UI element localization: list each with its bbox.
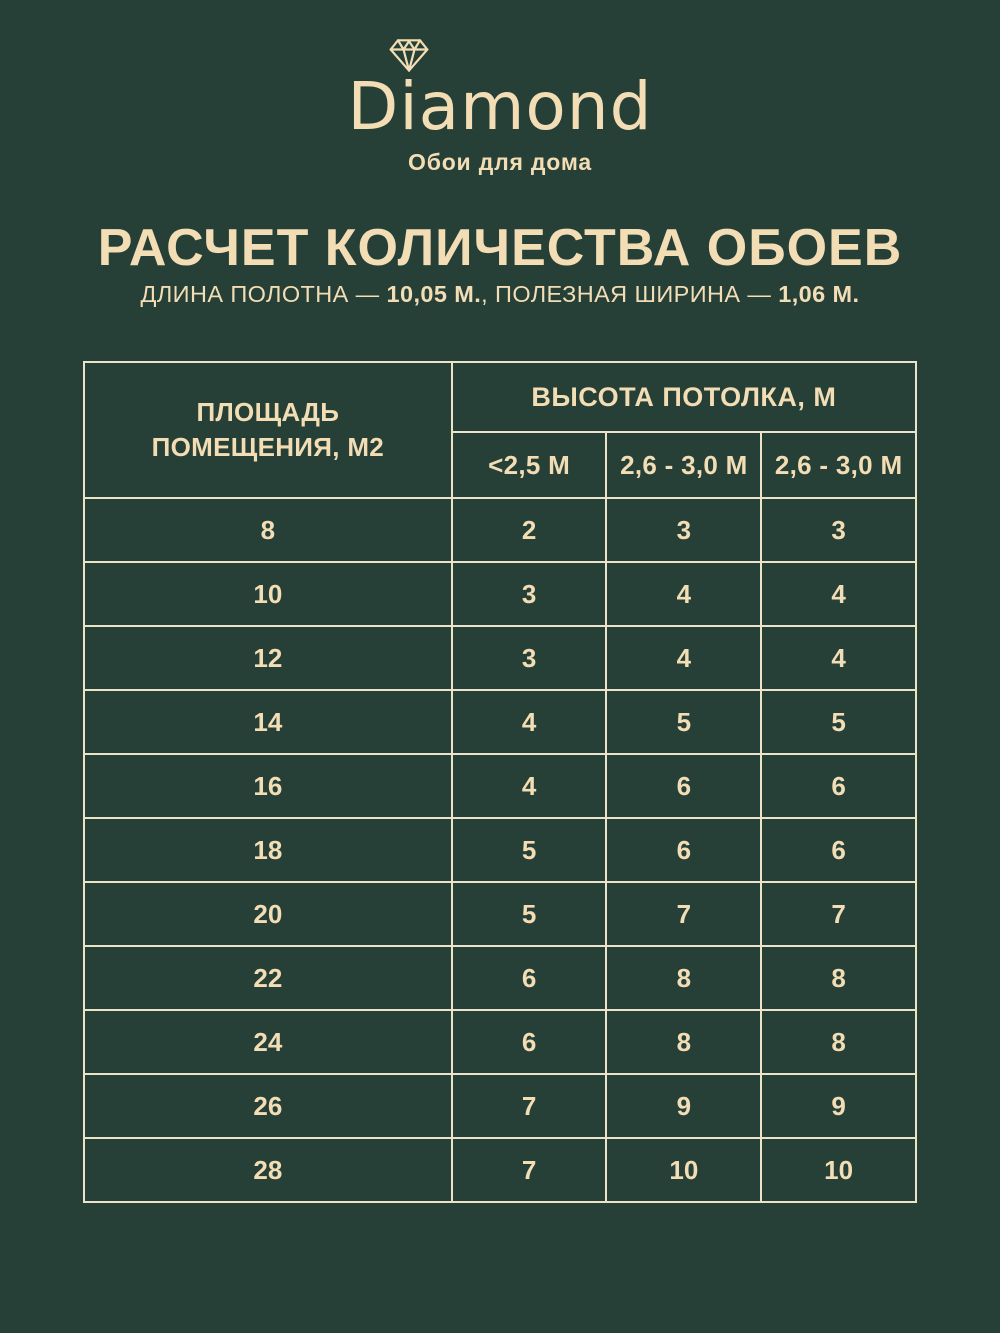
subtitle-roll-length-value: 10,05 М. <box>386 281 482 307</box>
room-area-cell: 18 <box>84 818 452 882</box>
wallpaper-calculation-table <box>83 361 917 1203</box>
brand-tagline: Обои для дома <box>408 149 592 175</box>
column-header-height-3: 2,6 - 3,0 М <box>761 432 916 498</box>
table-row <box>84 754 916 818</box>
calculation-table-wrap <box>83 361 917 1203</box>
table-row <box>84 818 916 882</box>
column-header-ceiling-height: ВЫСОТА ПОТОЛКА, М <box>452 362 916 432</box>
column-header-room-area <box>84 362 452 498</box>
table-row <box>84 626 916 690</box>
room-area-header-line1: ПЛОЩАДЬ <box>196 396 340 427</box>
rolls-count-cell: 10 <box>761 1138 916 1202</box>
rolls-count-cell: 8 <box>606 1010 761 1074</box>
rolls-count-cell: 6 <box>606 818 761 882</box>
room-area-cell: 10 <box>84 562 452 626</box>
rolls-count-cell: 6 <box>452 1010 607 1074</box>
room-area-cell: 20 <box>84 882 452 946</box>
rolls-count-cell: 4 <box>761 626 916 690</box>
table-body <box>84 498 916 1202</box>
subtitle-useful-width-value: 1,06 М. <box>778 281 860 307</box>
rolls-count-cell: 8 <box>606 946 761 1010</box>
rolls-count-cell: 9 <box>761 1074 916 1138</box>
rolls-count-cell: 7 <box>452 1074 607 1138</box>
room-area-cell: 26 <box>84 1074 452 1138</box>
rolls-count-cell: 5 <box>761 690 916 754</box>
rolls-count-cell: 3 <box>606 498 761 562</box>
rolls-count-cell: 4 <box>606 626 761 690</box>
rolls-count-cell: 5 <box>606 690 761 754</box>
room-area-cell: 24 <box>84 1010 452 1074</box>
brand-name: Diamond <box>347 68 653 145</box>
rolls-count-cell: 10 <box>606 1138 761 1202</box>
table-row <box>84 1138 916 1202</box>
rolls-count-cell: 3 <box>761 498 916 562</box>
brand-logo <box>347 38 653 145</box>
rolls-count-cell: 4 <box>452 754 607 818</box>
rolls-count-cell: 6 <box>761 818 916 882</box>
table-row <box>84 690 916 754</box>
subtitle-text: ДЛИНА ПОЛОТНА — <box>140 281 387 307</box>
rolls-count-cell: 7 <box>761 882 916 946</box>
room-area-cell: 28 <box>84 1138 452 1202</box>
column-header-height-2: 2,6 - 3,0 М <box>606 432 761 498</box>
table-row <box>84 882 916 946</box>
subtitle-text: , ПОЛЕЗНАЯ ШИРИНА — <box>481 281 779 307</box>
table-row <box>84 1074 916 1138</box>
table-row <box>84 498 916 562</box>
rolls-count-cell: 3 <box>452 626 607 690</box>
rolls-count-cell: 4 <box>452 690 607 754</box>
rolls-count-cell: 6 <box>761 754 916 818</box>
room-area-cell: 22 <box>84 946 452 1010</box>
room-area-cell: 8 <box>84 498 452 562</box>
table-header-row <box>84 362 916 432</box>
table-row <box>84 946 916 1010</box>
brand-header <box>0 38 1000 176</box>
rolls-count-cell: 5 <box>452 818 607 882</box>
rolls-count-cell: 7 <box>452 1138 607 1202</box>
room-area-cell: 16 <box>84 754 452 818</box>
rolls-count-cell: 2 <box>452 498 607 562</box>
rolls-count-cell: 4 <box>606 562 761 626</box>
room-area-cell: 12 <box>84 626 452 690</box>
room-area-header-line2: ПОМЕЩЕНИЯ, М2 <box>151 432 385 462</box>
rolls-count-cell: 8 <box>761 1010 916 1074</box>
room-area-cell: 14 <box>84 690 452 754</box>
rolls-count-cell: 6 <box>452 946 607 1010</box>
rolls-count-cell: 3 <box>452 562 607 626</box>
rolls-count-cell: 7 <box>606 882 761 946</box>
page-subtitle <box>0 281 1000 308</box>
rolls-count-cell: 5 <box>452 882 607 946</box>
rolls-count-cell: 8 <box>761 946 916 1010</box>
rolls-count-cell: 6 <box>606 754 761 818</box>
table-row <box>84 562 916 626</box>
table-row <box>84 1010 916 1074</box>
rolls-count-cell: 4 <box>761 562 916 626</box>
diamond-icon <box>387 36 431 74</box>
column-header-height-1: <2,5 М <box>452 432 607 498</box>
rolls-count-cell: 9 <box>606 1074 761 1138</box>
page-title: РАСЧЕТ КОЛИЧЕСТВА ОБОЕВ <box>97 219 903 277</box>
